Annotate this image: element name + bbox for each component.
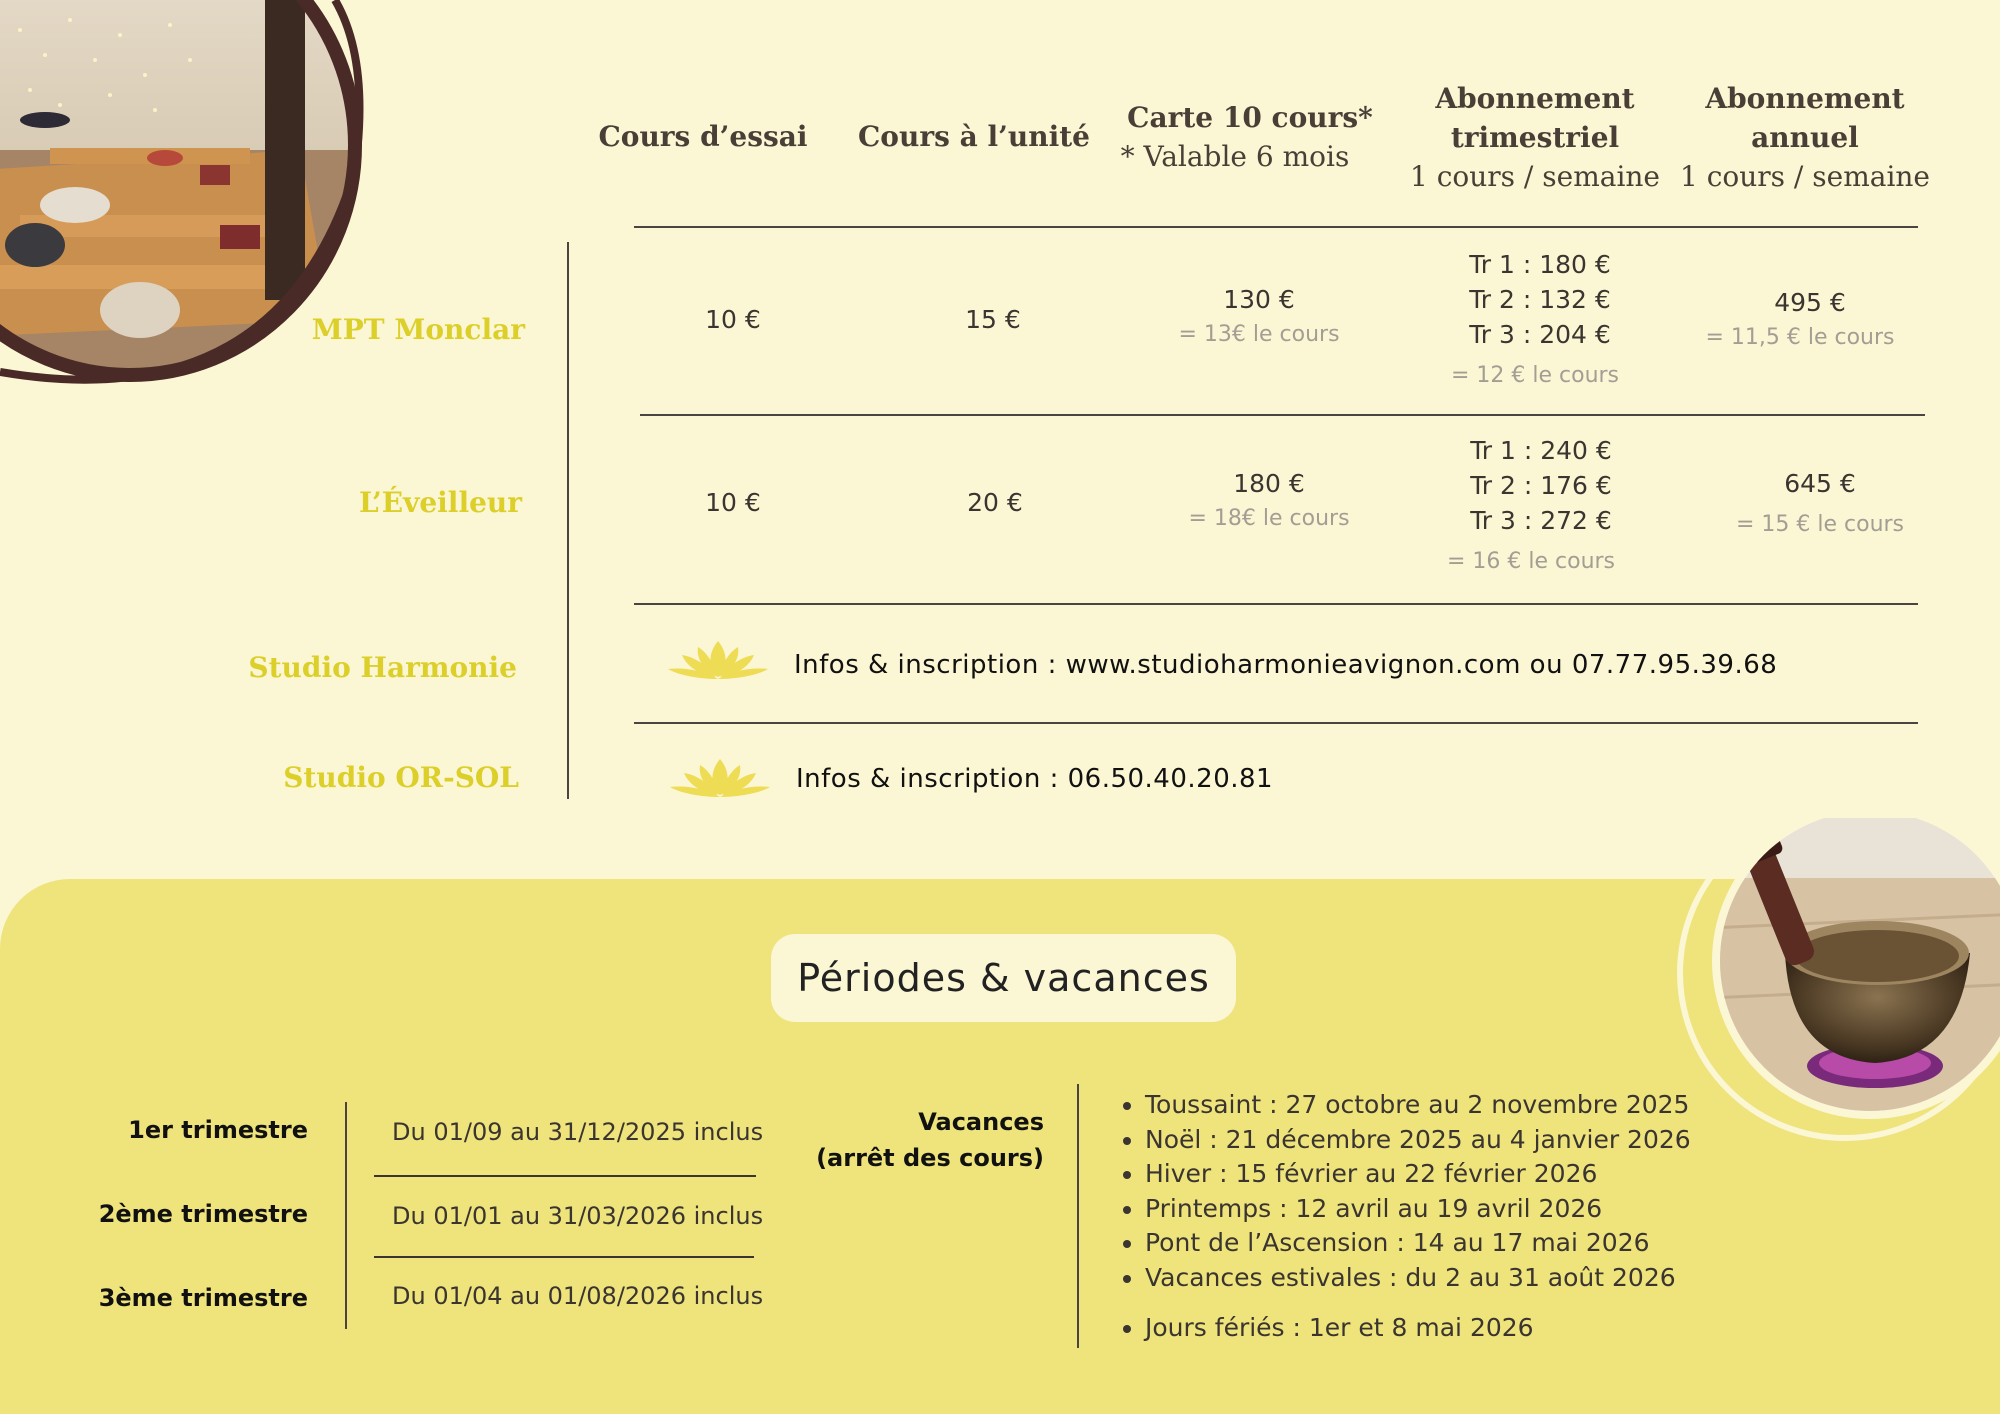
lotus-icon — [668, 637, 768, 681]
header-abonnement-annuel — [1665, 79, 1945, 196]
table-divider — [634, 722, 1918, 724]
trimestre-separator — [374, 1175, 756, 1177]
header-cours-essai: Cours d’essai — [598, 120, 808, 153]
carte-validity: * Valable 6 mois — [1120, 140, 1350, 173]
tri-sub: 1 cours / semaine — [1409, 160, 1661, 193]
tri-2: Tr 2 : 132 € — [1469, 285, 1611, 314]
tri-note: = 16 € le cours — [1446, 549, 1616, 574]
vacances-title-line1: Vacances — [918, 1108, 1044, 1136]
trimestre-separator — [374, 1256, 754, 1258]
table-divider — [634, 226, 1918, 228]
price-carte — [1159, 466, 1379, 536]
studio-harmonie-info[interactable]: Infos & inscription : www.studioharmonieavignon.com ou 07.77.95.39.68 — [794, 650, 1778, 680]
annuel-sub: 1 cours / semaine — [1679, 160, 1931, 193]
annuel-note: = 15 € le cours — [1735, 512, 1905, 537]
vacances-title — [780, 1104, 1044, 1176]
price-unite: 20 € — [967, 488, 1023, 517]
price-unite: 15 € — [965, 305, 1021, 334]
trimestre-divider — [345, 1102, 347, 1329]
vacances-item: • Hiver : 15 février au 22 février 2026 — [1145, 1157, 1691, 1192]
price-annuel — [1710, 466, 1930, 542]
price-trimestriel — [1431, 433, 1651, 579]
tri-3: Tr 3 : 272 € — [1470, 506, 1612, 535]
tri-2: Tr 2 : 176 € — [1470, 471, 1612, 500]
carte-title: Carte 10 cours* — [1127, 101, 1373, 134]
carte-note: = 13€ le cours — [1178, 322, 1340, 347]
trimestre-dates: Du 01/09 au 31/12/2025 inclus — [392, 1118, 764, 1146]
tri-1: Tr 1 : 180 € — [1469, 250, 1611, 279]
trimestre-dates: Du 01/01 au 31/03/2026 inclus — [392, 1202, 764, 1230]
vacances-list — [1115, 1088, 1691, 1346]
venue-divider — [567, 242, 569, 799]
trimestre-label: 3ème trimestre — [98, 1284, 308, 1312]
annuel-price: 495 € — [1774, 288, 1846, 317]
tri-3: Tr 3 : 204 € — [1469, 320, 1611, 349]
trimestre-label: 2ème trimestre — [98, 1200, 308, 1228]
venue-eveilleur: L’Éveilleur — [359, 486, 522, 519]
vacances-item: • Printemps : 12 avril au 19 avril 2026 — [1145, 1192, 1691, 1227]
carte-note: = 18€ le cours — [1188, 506, 1350, 531]
carte-price: 180 € — [1233, 469, 1305, 498]
yoga-studio-photo — [0, 0, 370, 410]
vacances-item: • Noël : 21 décembre 2025 au 4 janvier 2026 — [1145, 1123, 1691, 1158]
venue-studio-or-sol: Studio OR-SOL — [283, 761, 519, 794]
carte-price: 130 € — [1223, 285, 1295, 314]
lotus-icon — [670, 755, 770, 799]
studio-or-sol-info[interactable]: Infos & inscription : 06.50.40.20.81 — [796, 764, 1274, 794]
price-essai: 10 € — [705, 488, 761, 517]
trimestre-dates: Du 01/04 au 01/08/2026 inclus — [392, 1282, 764, 1310]
venue-mpt-monclar: MPT Monclar — [311, 313, 525, 346]
annuel-note: = 11,5 € le cours — [1705, 325, 1895, 350]
vacances-divider — [1077, 1084, 1079, 1348]
price-annuel — [1700, 285, 1920, 355]
annuel-line1: Abonnement — [1705, 82, 1905, 115]
table-divider — [640, 414, 1925, 416]
tri-line1: Abonnement — [1435, 82, 1635, 115]
trimestre-label: 1er trimestre — [128, 1116, 308, 1144]
vacances-title-line2: (arrêt des cours) — [816, 1144, 1044, 1172]
price-trimestriel — [1430, 247, 1650, 393]
tri-note: = 12 € le cours — [1450, 363, 1620, 388]
tri-1: Tr 1 : 240 € — [1470, 436, 1612, 465]
price-carte — [1149, 282, 1369, 352]
venue-studio-harmonie: Studio Harmonie — [248, 651, 517, 684]
header-abonnement-trimestriel — [1395, 79, 1675, 196]
header-carte-10-cours — [1120, 98, 1380, 176]
annuel-line2: annuel — [1751, 121, 1859, 154]
periods-title: Périodes & vacances — [771, 934, 1236, 1022]
header-cours-unite: Cours à l’unité — [858, 120, 1090, 153]
vacances-item: • Toussaint : 27 octobre au 2 novembre 2025 — [1145, 1088, 1691, 1123]
annuel-price: 645 € — [1784, 469, 1856, 498]
price-essai: 10 € — [705, 305, 761, 334]
table-divider — [634, 603, 1918, 605]
singing-bowl-photo — [1670, 818, 2000, 1158]
vacances-item: • Vacances estivales : du 2 au 31 août 2026 — [1145, 1261, 1691, 1296]
tri-line2: trimestriel — [1450, 121, 1620, 154]
vacances-item: • Jours fériés : 1er et 8 mai 2026 — [1145, 1311, 1691, 1346]
vacances-item: • Pont de l’Ascension : 14 au 17 mai 2026 — [1145, 1226, 1691, 1261]
